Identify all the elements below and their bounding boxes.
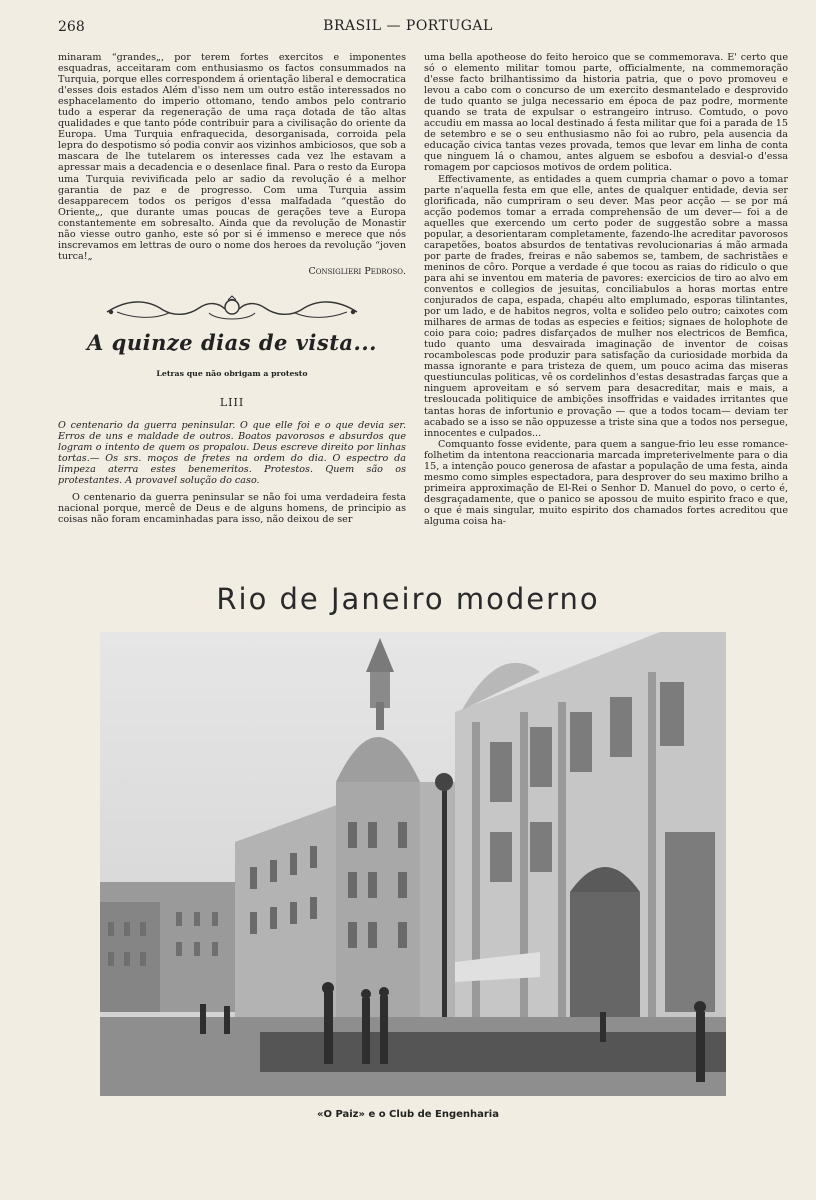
street-photograph [100,632,726,1096]
ornament-divider [105,295,359,325]
right-column [424,52,788,527]
running-header: BRASIL — PORTUGAL [323,18,493,34]
chapter-summary: O centenario da guerra peninsular. O que elle foi e o que devia ser. Erros de uns e maldade de outros. Boatos pavorosos e absurdos que logram o intento de quem os propalou. Deus escreve direito por linhas tortas.— Os srs. moços de fretes na ordem do dia. O espectro da limpeza aterra estes benemeritos. Protestos. Quem são os protestantes. A provavel solução do caso. [58,420,406,487]
right-paragraph-2: Effectivamente, as entidades a quem cumpria chamar o povo a tomar parte n'aquella festa em que elle, antes de qualquer entidade, devia ser glorificada, não cumpriram o seu dever. Mas peor acção — se por má acção podemos tomar a errada comprehensão de um dever— foi a de aquelles que exercendo um certo poder de suggestão sobre a massa popular, a desorientaram completamente, fazendo-lhe acreditar pavorosos carapetões, boatos absurdos de tentativas revolucionarias á mão armada por parte de frades, freiras e não sabemos se, tambem, de sachristães e meninos de côro. Porque a verdade é que tocou as raias do ridiculo o que para ahi se inventou em materia de pavores: exercicios de tiro ao alvo em conventos e collegios de jesuitas, conciliabulos a horas mortas entre conjurados de capa, espada, chapéu alto emplumado, esporas tilintantes, por um lado, e de habitos negros, volta e solideo pelo outro; caixotes com milhares de armas de todas as especies e feitios; signaes de holophote de coio para coio; padres disfarçados de mulher nos electricos de Bemfica, tudo quanto uma desvairada imaginação de inventor de coisas rocambolescas pode produzir para satisfação da curiosidade morbida da massa ignorante e para tristeza de quem, um pouco acima das miseras questiunculas politicas, vê os cordelinhos d'estas desastradas farças que a ninguem aproveitam e só servem para desacreditar, mais e mais, a tresloucada politiquice de ambições insoffridas e vaidades irritantes que tantas horas de infortunio e provação — que a todos tocam— deviam ter acabado se a isso se não oppuzesse a triste sina que a todos nos persegue, innocentes e culpados... [424,173,788,439]
page-number: 268 [58,19,85,35]
author-signature: Consiglieri Pedroso. [308,265,406,277]
right-paragraph-1: uma bella apotheose do feito heroico que se commemorava. E' certo que só o elemento militar tomou parte, officialmente, na commemoração d'esse facto brilhantissimo da historia patria, que o povo promoveu e levou a cabo com o concurso de um exercito desmantelado e desprovido de tudo quanto se julga necessario em época de paz podre, mormente quando se trata de expulsar o estrangeiro intruso. Comtudo, o povo accudiu em massa ao local destinado á festa militar que foi a parada de 15 de setembro e se o seu enthusiasmo não foi ao rubro, pela ausencia da educação civica tantas vezes provada, temos que levar em linha de conta que ninguem lá o chamou, antes alguem se esbofou a desvial-o d'essa romagem por capciosos motivos de ordem politica. [424,52,788,174]
chapter-number: LIII [219,396,245,410]
left-paragraph-2: O centenario da guerra peninsular se não foi uma verdadeira festa nacional porque, mercê de Deus e de alguns homens, de principio as coisas não foram encaminhadas para isso, não deixou de ser [58,492,406,526]
photo-caption: «O Paiz» e o Club de Engenharia [317,1109,499,1120]
left-paragraph-1: minaram “grandes„, por terem fortes exercitos e imponentes esquadras, acceitaram com enthusiasmo os factos consummados na Turquia, porque elles correspondem á orientação liberal e democratica d'esses dois estados Além d'isso nem um outro estão interessados no esphacelamento do imperio ottomano, tendo ambos pelo contrario tudo a esperar da regeneração de uma raça dotada de tão altas qualidades e que tanto póde contribuir para a civilisação do oriente da Europa. Uma Turquia enfraquecida, desorganisada, corroida pela lepra do despotismo só podia convir aos vizinhos ambiciosos, que sob a mascara de lhe tutelarem os interesses cada vez lhe estavam a apressar mais a decadencia e o desenlace final. Para o resto da Europa uma Turquia revivificada pelo ar sadio da revolução é a melhor garantia de paz e de progresso. Com uma Turquia assim desapparecem todos os perigos d'essa malfadada “questão do Oriente„, que durante umas poucas de gerações teve a Europa constantemente em sobresalto. Ainda que da revolução de Monastir não viesse outro ganho, este só por si é immenso e merece que nós inscrevamos em lettras de ouro o nome dos heroes da revolução “joven turca!„ [58,52,406,262]
section-title: A quinze dias de vista... [87,329,377,355]
feature-title: Rio de Janeiro moderno [216,582,600,616]
left-column [58,52,406,526]
section-subtitle: Letras que não obrigam a protesto [156,368,308,378]
right-paragraph-3: Comquanto fosse evidente, para quem a sangue-frio leu esse romance-folhetim da intentona reaccionaria marcada impreterivelmente para o dia 15, a intenção pouco generosa de afastar a população de uma festa, ainda mesmo como simples espectadora, para desprover do seu maximo brilho a primeira approximação de El-Rei o Senhor D. Manuel do povo, o certo é, desgraçadamente, que o panico se apossou de muito espirito fraco e que, o que é mais singular, muito espirito dos chamados fortes acreditou que alguma coisa ha- [424,438,788,527]
